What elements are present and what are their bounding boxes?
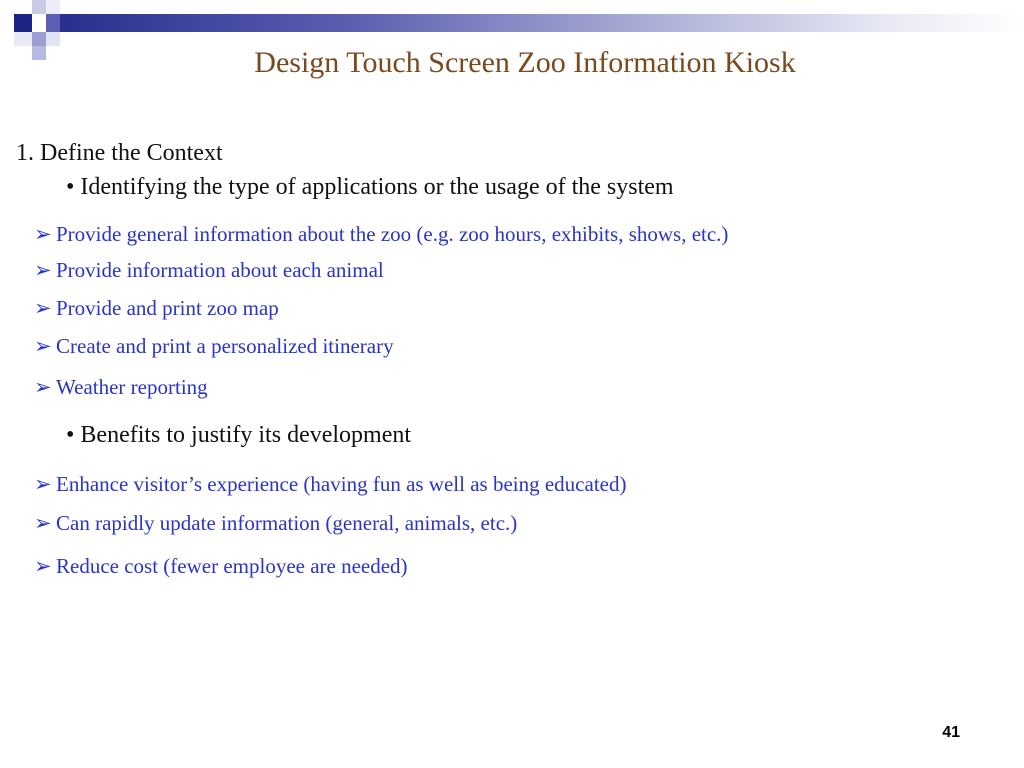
list-item-text: Create and print a personalized itinerary xyxy=(56,334,394,358)
arrow-bullet-icon: ➢ xyxy=(34,472,52,496)
decorative-square xyxy=(32,0,46,14)
arrow-bullet-icon: ➢ xyxy=(34,375,52,399)
decorative-square xyxy=(46,0,60,14)
slide-title: Design Touch Screen Zoo Information Kiosk xyxy=(254,46,796,79)
page-number: 41 xyxy=(942,724,960,741)
list-item xyxy=(34,334,394,359)
list-item xyxy=(34,472,626,497)
subsection-heading-usage: • Identifying the type of applications or the usage of the system xyxy=(66,174,674,200)
decorative-square xyxy=(32,32,46,46)
list-item-text: Weather reporting xyxy=(56,375,208,399)
list-item xyxy=(34,554,408,579)
section-heading: 1. Define the Context xyxy=(16,140,223,166)
header-gradient-bar xyxy=(60,14,1024,32)
list-item xyxy=(34,511,517,536)
arrow-bullet-icon: ➢ xyxy=(34,296,52,320)
list-item xyxy=(34,222,728,247)
list-item xyxy=(34,258,384,283)
arrow-bullet-icon: ➢ xyxy=(34,511,52,535)
decorative-square xyxy=(14,32,32,46)
list-item-text: Enhance visitor’s experience (having fun as well as being educated) xyxy=(56,472,627,496)
arrow-bullet-icon: ➢ xyxy=(34,554,52,578)
list-item-text: Provide information about each animal xyxy=(56,258,384,282)
list-item-text: Can rapidly update information (general, animals, etc.) xyxy=(56,511,518,535)
arrow-bullet-icon: ➢ xyxy=(34,334,52,358)
arrow-bullet-icon: ➢ xyxy=(34,222,52,246)
list-item-text: Reduce cost (fewer employee are needed) xyxy=(56,554,408,578)
list-item-text: Provide and print zoo map xyxy=(56,296,279,320)
decorative-square xyxy=(46,32,60,46)
subsection-heading-benefits: • Benefits to justify its development xyxy=(66,422,412,448)
decorative-square xyxy=(46,14,60,32)
list-item-text: Provide general information about the zoo (e.g. zoo hours, exhibits, shows, etc.) xyxy=(56,222,729,246)
decorative-square xyxy=(14,14,32,32)
list-item xyxy=(34,375,208,400)
arrow-bullet-icon: ➢ xyxy=(34,258,52,282)
list-item xyxy=(34,296,279,321)
